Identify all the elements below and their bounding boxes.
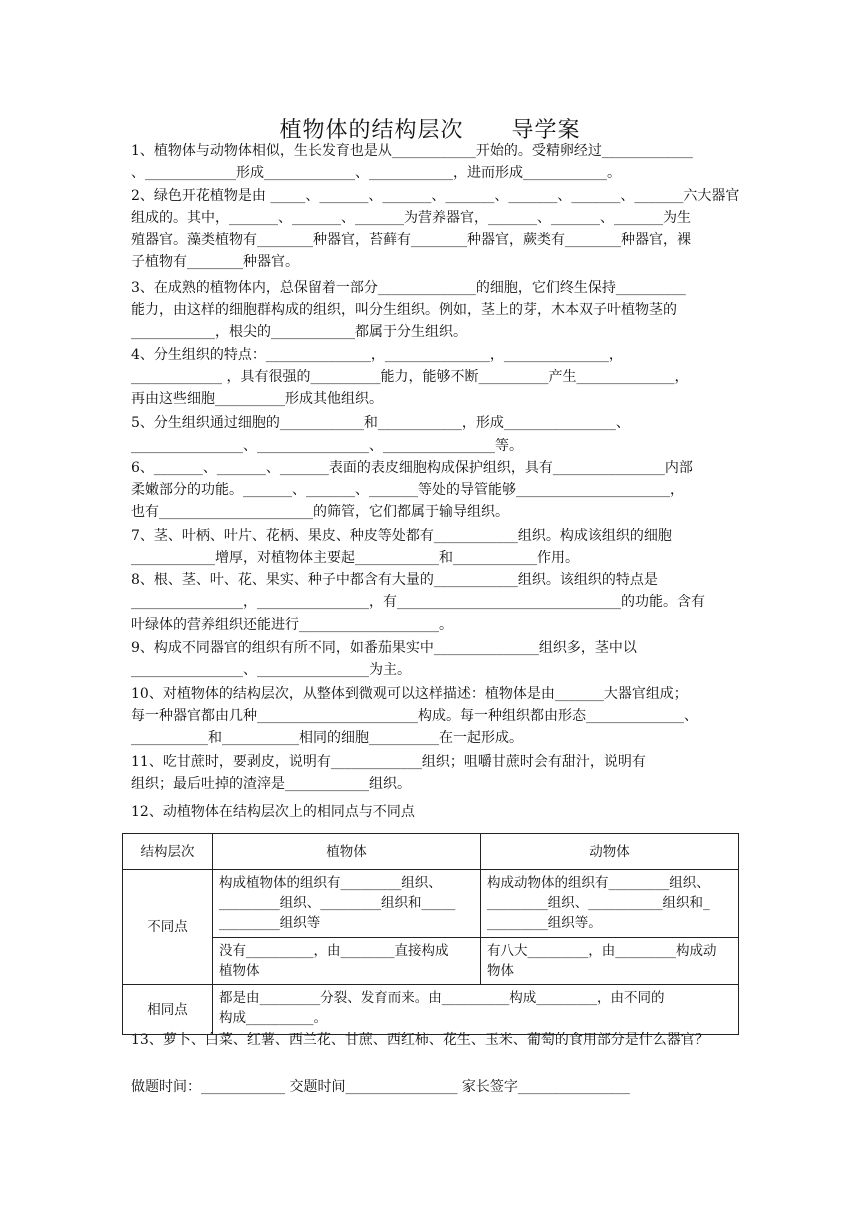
text-line: 7、茎、叶柄、叶片、花柄、果皮、种皮等处都有____________组织。构成该组织的细胞	[131, 528, 672, 544]
text-line: 6、_______、_______、_______表面的表皮细胞构成保护组织，具有________________内部	[131, 460, 693, 476]
text-line: 10、对植物体的结构层次，从整体到微观可以这样描述：植物体是由_______大器官组成；	[131, 686, 688, 702]
cell-line: 构成__________。	[219, 1010, 327, 1026]
text-line: 12、动植物体在结构层次上的相同点与不同点	[131, 804, 415, 820]
header-structure-level: 结构层次	[123, 834, 213, 870]
plant-system-cell	[213, 938, 481, 985]
cell-line: _________组织、_________组织和_____	[219, 895, 456, 911]
label-same: 相同点	[123, 985, 213, 1035]
text-line: 做题时间：____________ 交题时间________________ 家长签字________________	[131, 1079, 630, 1095]
text-line: 再由这些细胞__________形成其他组织。	[131, 391, 383, 407]
cell-line: _________组织等	[219, 915, 321, 931]
text-line: ___________和___________相同的细胞__________在一起形成。	[131, 730, 523, 746]
text-line: _____________ ，具有很强的__________能力，能够不断__________产生______________，	[131, 369, 689, 385]
text-line: 9、构成不同器官的组织有所不同，如番茄果实中_______________组织多，茎中以	[131, 640, 637, 656]
cell-line: 没有__________，由________直接构成	[219, 943, 449, 959]
text-line: ________________、________________、________________等。	[131, 438, 523, 454]
text-line: 5、分生组织通过细胞的____________和____________，形成________________、	[131, 415, 630, 431]
same-points-cell	[213, 985, 739, 1035]
text-line: 4、分生组织的特点：_______________，_______________，_______________，	[131, 347, 623, 363]
cell-line: _________组织、___________组织和_	[487, 895, 710, 911]
text-line: 13、萝卜、白菜、红薯、西兰花、甘蔗、西红柿、花生、玉米、葡萄的食用部分是什么器官？	[131, 1032, 709, 1048]
cell-line: 物体	[487, 963, 514, 979]
text-line: ________________，________________，有________________________________的功能。含有	[131, 594, 705, 610]
text-line: 叶绿体的营养组织还能进行____________________。	[131, 617, 453, 633]
text-line: 能力，由这样的细胞群构成的组织，叫分生组织。例如，茎上的芽，木本双子叶植物茎的	[131, 302, 677, 318]
cell-line: 有八大_________，由_________构成动	[487, 943, 717, 959]
text-line: 殖器官。藻类植物有________种器官，苔藓有________种器官，蕨类有________种器官，裸	[131, 232, 691, 248]
text-line: 2、绿色开花植物是由 _____、_______、_______、_______、_______、_______、_______六大器官	[131, 188, 740, 204]
text-line: 每一种器官都由几种_______________________构成。每一种组织都由形态______________、	[131, 708, 698, 724]
text-line: 子植物有________种器官。	[131, 254, 299, 270]
text-line: 11、吃甘蔗时，要剥皮，说明有_____________组织；咀嚼甘蔗时会有甜汁，说明有	[131, 754, 646, 770]
text-line: 也有______________________的筛管，它们都属于输导组织。	[131, 504, 509, 520]
text-line: ________________、________________为主。	[131, 662, 411, 678]
text-line: ____________，根尖的____________都属于分生组织。	[131, 324, 467, 340]
cell-line: 构成植物体的组织有_________组织、	[219, 875, 442, 891]
page-title: 植物体的结构层次 导学案	[279, 118, 581, 143]
comparison-table	[122, 833, 739, 1035]
cell-line: 构成动物体的组织有_________组织、	[487, 875, 710, 891]
text-line: 、_____________形成_____________、____________，进而形成____________。	[131, 165, 621, 181]
header-plant: 植物体	[213, 834, 481, 870]
label-difference: 不同点	[123, 870, 213, 985]
cell-line: 都是由_________分裂、发育而来。由__________构成_________，由不同的	[219, 990, 665, 1006]
animal-tissue-cell	[481, 870, 739, 938]
text-line: 3、在成熟的植物体内，总保留着一部分______________的细胞，它们终生保持__________	[131, 280, 686, 296]
text-line: 柔嫩部分的功能。_______、_______、_______等处的导管能够______________________，	[131, 482, 684, 498]
text-line: 组成的。其中，_______、_______、_______为营养器官，_______、_______、_______为生	[131, 210, 691, 226]
text-line: 1、植物体与动物体相似，生长发育也是从____________开始的。受精卵经过_____________	[131, 143, 693, 159]
text-line: 8、根、茎、叶、花、果实、种子中都含有大量的____________组织。该组织的特点是	[131, 572, 658, 588]
animal-system-cell	[481, 938, 739, 985]
text-line: 组织；最后吐掉的渣滓是____________组织。	[131, 776, 411, 792]
cell-line: _________组织等。	[487, 915, 602, 931]
text-line: ____________增厚，对植物体主要起____________和____________作用。	[131, 550, 579, 566]
header-animal: 动物体	[481, 834, 739, 870]
plant-tissue-cell	[213, 870, 481, 938]
cell-line: 植物体	[219, 963, 260, 979]
